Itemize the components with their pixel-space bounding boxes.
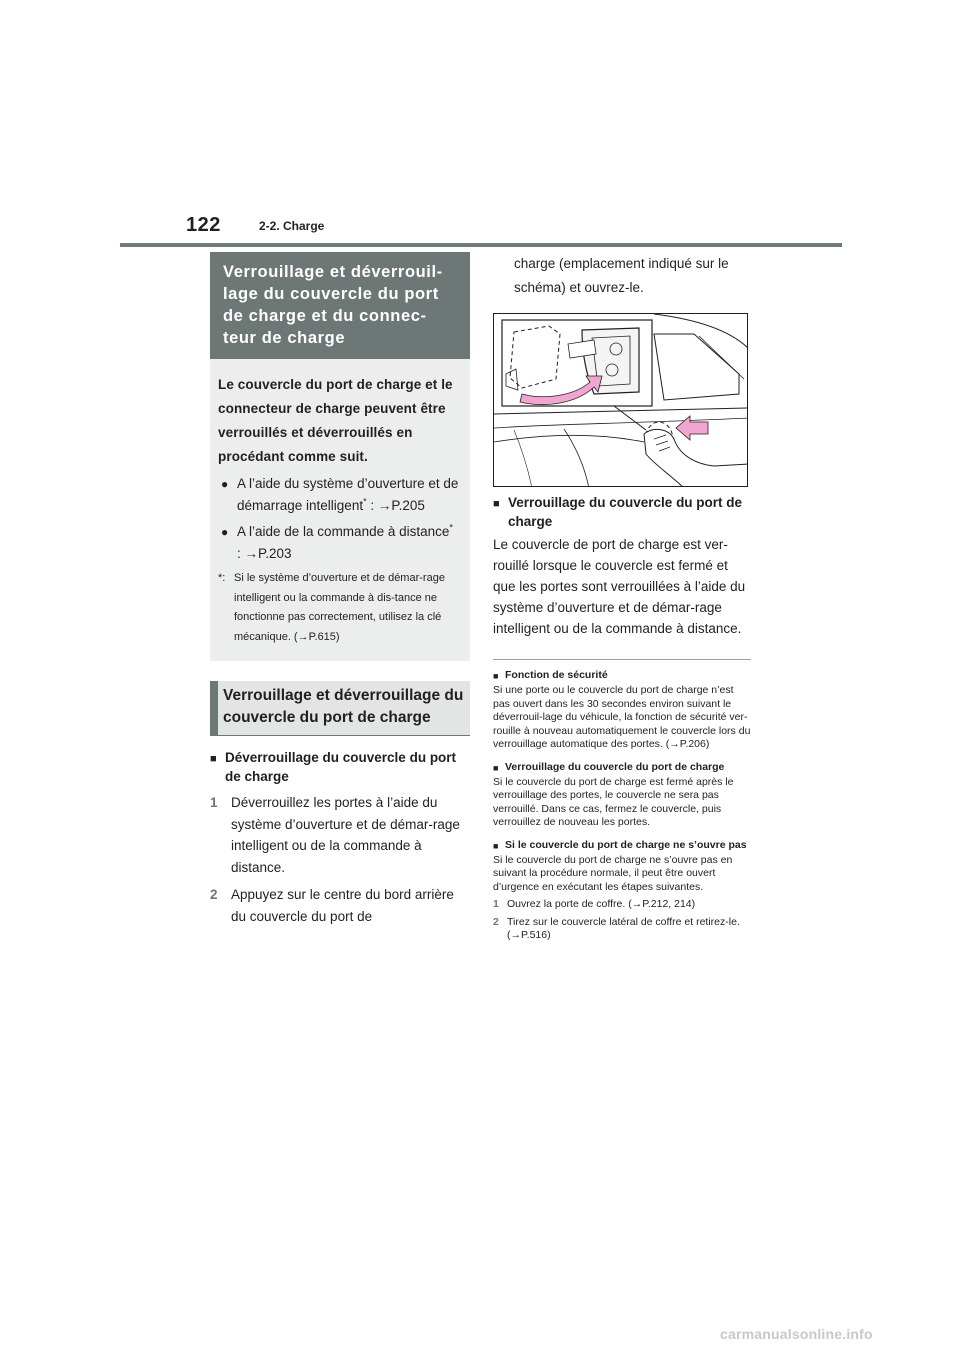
section-label: 2-2. Charge xyxy=(259,219,325,233)
page-reference: : →P.203 xyxy=(237,546,292,561)
step-number: 1 xyxy=(493,898,499,910)
topic-box-body xyxy=(210,359,470,661)
footnote-text: Si le système d’ouverture et de démar-rage intelligent ou la commande à dis-tance ne fonctionne pas correctement, utilisez la clé mécanique. (→P.615) xyxy=(234,572,445,643)
square-icon: ■ xyxy=(210,753,217,765)
lock-description: Le couvercle de port de charge est ver-rouillé lorsque le couvercle est fermé et que les portes sont verrouillées à l’aide du système d’ouverture et de démar-rage intelligent ou de la commande à distance. xyxy=(493,537,746,636)
square-icon: ■ xyxy=(493,840,499,851)
note-step xyxy=(493,916,751,943)
subheading-text: Verrouillage du couvercle du port de charge xyxy=(508,495,743,529)
page-reference: : →P.205 xyxy=(366,498,425,513)
subheading-unlock xyxy=(210,748,470,786)
right-column xyxy=(493,252,751,943)
section-heading-bar xyxy=(210,681,218,735)
charge-port-illustration xyxy=(493,313,748,487)
note-heading-text: Si le couvercle du port de charge ne s’ouvre pas xyxy=(505,838,747,851)
note-step xyxy=(493,898,751,912)
step-number: 1 xyxy=(210,795,218,810)
step-text: Tirez sur le couvercle latéral de coffre et retirez-le. (→P.516) xyxy=(507,915,740,941)
footnote xyxy=(218,569,460,647)
footnote-star: * xyxy=(363,496,367,507)
note-text: Si une porte ou le couvercle du port de charge n’est pas ouvert dans les 30 secondes environ suivant le déverrouil-lage du véhicule, la fonction de sécurité ver-rouille à nouveau automatiquement le couvercle lors du verrouillage automatique des portes. (→P.206) xyxy=(493,684,751,750)
square-icon: ■ xyxy=(493,671,499,681)
footnote-star: * xyxy=(449,522,453,533)
note-heading-text: Fonction de sécurité xyxy=(505,669,608,681)
note-text: Si le couvercle du port de charge est fermé après le verrouillage des portes, le couvercle ne sera pas verrouillé. Dans ce cas, fermez le couvercle, puis verrouillez de nouveau les portes. xyxy=(493,775,734,828)
square-icon: ■ xyxy=(493,498,500,510)
illustration-svg xyxy=(494,314,748,487)
topic-box-title: Verrouillage et déverrouil-lage du couvercle du port de charge et du connec-teur de charge xyxy=(210,252,470,359)
step-item xyxy=(210,884,470,927)
notes-divider xyxy=(493,659,751,660)
note-heading xyxy=(493,760,751,775)
watermark: carmanualsonline.info xyxy=(720,1326,873,1342)
step-text: Déverrouillez les portes à l’aide du système d’ouverture et de démar-rage intelligent ou de la commande à distance. xyxy=(231,795,460,875)
note-heading xyxy=(493,668,751,683)
bullet-list xyxy=(218,473,460,565)
bullet-text: A l’aide de la commande à distance xyxy=(237,524,450,539)
step-text: Appuyez sur le centre du bord arrière du couvercle du port de xyxy=(231,887,454,924)
page-number: 122 xyxy=(186,214,221,236)
subheading-text: Déverrouillage du couvercle du port de charge xyxy=(225,750,457,784)
note-heading-text: Verrouillage du couvercle du port de charge xyxy=(505,760,725,773)
step-item xyxy=(210,792,470,878)
bullet-text: A l’aide du système d’ouverture et de démarrage intelligent xyxy=(237,476,459,513)
step-number: 2 xyxy=(493,915,499,928)
header-rule xyxy=(120,243,842,247)
step-text: Ouvrez la porte de coffre. (→P.212, 214) xyxy=(507,898,696,910)
square-icon: ■ xyxy=(493,762,499,773)
left-column xyxy=(210,252,470,927)
step-continuation: charge (emplacement indiqué sur le schéma) et ouvrez-le. xyxy=(514,256,729,295)
footnote-mark: *: xyxy=(218,572,226,584)
note-text: Si le couvercle du port de charge ne s’ouvre pas en suivant la procédure normale, il peut être ouvert d’urgence en exécutant les étapes suivantes. xyxy=(493,853,733,893)
section-heading-title: Verrouillage et déverrouillage du couvercle du port de charge xyxy=(223,687,464,726)
bullet-item xyxy=(218,521,460,565)
note-heading xyxy=(493,838,751,853)
subheading-lock xyxy=(493,493,751,531)
section-heading xyxy=(210,681,470,736)
intro-text: Le couvercle du port de charge et le connecteur de charge peuvent être verrouillés et déverrouillés en procédant comme suit. xyxy=(218,377,453,464)
step-number: 2 xyxy=(210,887,218,902)
bullet-item xyxy=(218,473,460,517)
